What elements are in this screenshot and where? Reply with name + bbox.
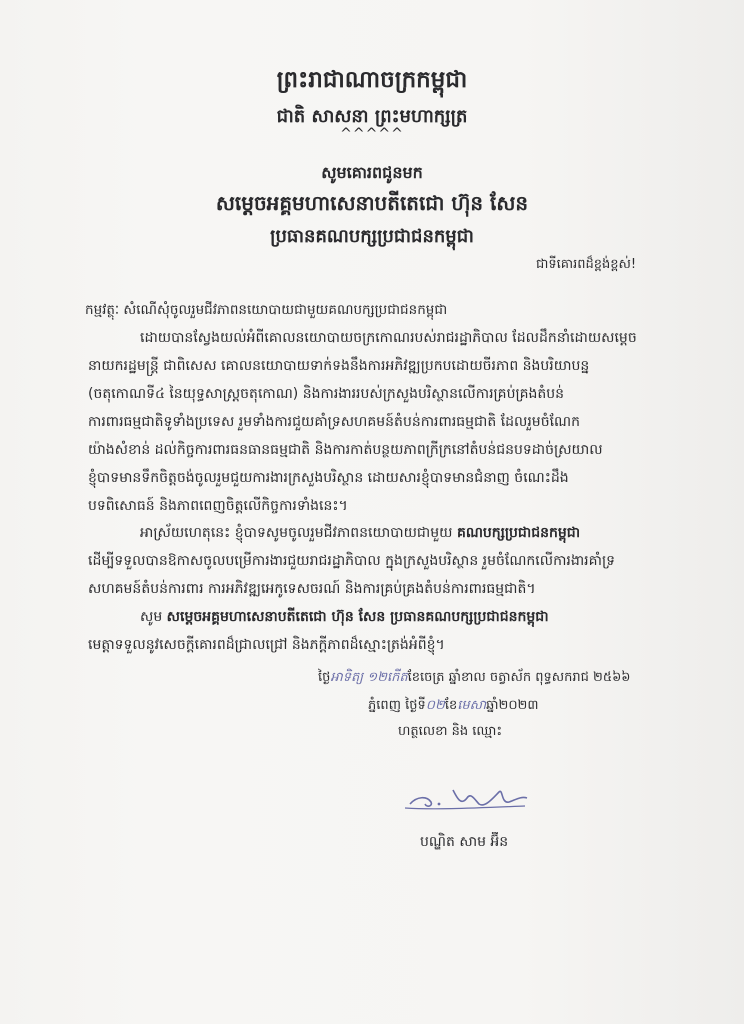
paragraph-three-text: សូម bbox=[140, 609, 163, 625]
place-date-line bbox=[368, 696, 668, 716]
recipient-title: ប្រធានគណបក្សប្រជាជនកម្ពុជា bbox=[270, 226, 474, 247]
kingdom-heading: ព្រះរាជាណាចក្រកម្ពុជា bbox=[276, 67, 468, 93]
respect-line: សូមគោរពជូនមក bbox=[321, 163, 423, 182]
signature-label: ហត្ថលេខា និង ឈ្មោះ bbox=[398, 724, 503, 739]
lunar-date-prefix: ថ្ងៃ bbox=[318, 670, 331, 685]
year-text: ឆ្នាំ២០២៣ bbox=[486, 698, 539, 713]
lunar-date-rest: ខែចេត្រ ឆ្នាំខាល ចត្វាស័ក ពុទ្ធសករាជ ២៥៦៦ bbox=[407, 670, 631, 685]
paragraph-line: ការពារធម្មជាតិទូទាំងប្រទេស រួមទាំងការជួយគាំទ្រសហគមន៍តំបន់ការពារធម្មជាតិ ដែលរួមចំណែក bbox=[88, 414, 580, 430]
subject-line: កម្មវត្ថុៈ សំណើសុំចូលរួមជីវភាពនយោបាយជាមួយគណបក្សប្រជាជនកម្ពុជា bbox=[85, 302, 448, 318]
paragraph-line: បទពិសោធន៍ និងភាពពេញចិត្តលើកិច្ចការទាំងនេះ។ bbox=[88, 498, 348, 514]
paragraph-line: មេត្តាទទួលនូវសេចក្តីគោរពដ៏ជ្រាលជ្រៅ និងភក្តីភាពដ៏ស្មោះត្រង់អំពីខ្ញុំ។ bbox=[88, 637, 445, 653]
paragraph-line: ខ្ញុំបាទមានទឹកចិត្តចង់ចូលរួមជួយការងារក្រសួងបរិស្ថាន ដោយសារខ្ញុំបាទមានជំនាញ ចំណេះដឹង bbox=[88, 470, 569, 486]
heading-ornament: ^^^^^ bbox=[340, 126, 404, 142]
handwritten-lunar-day: អាទិត្យ ១២កើត bbox=[330, 670, 408, 685]
handwritten-month: មេសា bbox=[457, 698, 487, 713]
place-date-prefix: ភ្នំពេញ ថ្ងៃទី bbox=[368, 698, 426, 713]
paragraph-line: ដោយបានស្វែងយល់អំពីគោលនយោបាយចក្រកោណរបស់រាជរដ្ឋាភិបាល ដែលដឹកនាំដោយសម្តេច bbox=[140, 330, 637, 346]
paragraph-line: (ចតុកោណទី៤ នៃយុទ្ធសាស្ត្រចតុកោណ) និងការងាររបស់ក្រសួងបរិស្ថានលើការគ្រប់គ្រងតំបន់ bbox=[88, 386, 565, 402]
handwritten-day: ០២ bbox=[425, 698, 445, 713]
handwritten-signature bbox=[405, 778, 535, 818]
paragraph-three-lead bbox=[140, 607, 680, 627]
paragraph-two-lead bbox=[140, 523, 680, 543]
signatory-name: បណ្ឌិត សាម អ៊ីន bbox=[420, 834, 509, 850]
paragraph-line: យ៉ាងសំខាន់ ដល់កិច្ចការពារធនធានធម្មជាតិ និងការកាត់បន្ថយភាពក្រីក្រនៅតំបន់ជនបទដាច់ស្រយាល bbox=[88, 442, 603, 458]
recipient-repeat: សម្តេចអគ្គមហាសេនាបតីតេជោ ហ៊ុន សែន ប្រធានគណបក្សប្រជាជនកម្ពុជា bbox=[166, 609, 549, 625]
lunar-date-line bbox=[318, 668, 680, 688]
month-prefix: ខែ bbox=[444, 698, 458, 713]
paragraph-two-text: អាស្រ័យហេតុនេះ ខ្ញុំបាទសូមចូលរួមជីវភាពនយោបាយជាមួយ bbox=[140, 525, 453, 541]
recipient-name: សម្តេចអគ្គមហាសេនាបតីតេជោ ហ៊ុន សែន bbox=[215, 191, 529, 215]
paragraph-line: នាយករដ្ឋមន្ត្រី ជាពិសេស គោលនយោបាយទាក់ទងនឹងការអភិវឌ្ឍប្រកបដោយចីរភាព និងបរិយាបន្ន bbox=[88, 358, 590, 374]
honorific-line: ជាទីគោរពដ៏ខ្ពង់ខ្ពស់! bbox=[536, 257, 637, 272]
paragraph-line: ដើម្បីទទួលបានឱកាសចូលបម្រើការងារជួយរាជរដ្ឋាភិបាល ក្នុងក្រសួងបរិស្ថាន រួមចំណែកលើការងារគាំទ្រ bbox=[88, 553, 615, 569]
national-motto: ជាតិ សាសនា ព្រះមហាក្សត្រ bbox=[276, 106, 468, 127]
party-name: គណបក្សប្រជាជនកម្ពុជា bbox=[456, 525, 581, 541]
paragraph-line: សហគមន៍តំបន់ការពារ ការអភិវឌ្ឍអេកូទេសចរណ៍ និងការគ្រប់គ្រងតំបន់ការពារធម្មជាតិ។ bbox=[88, 581, 536, 597]
